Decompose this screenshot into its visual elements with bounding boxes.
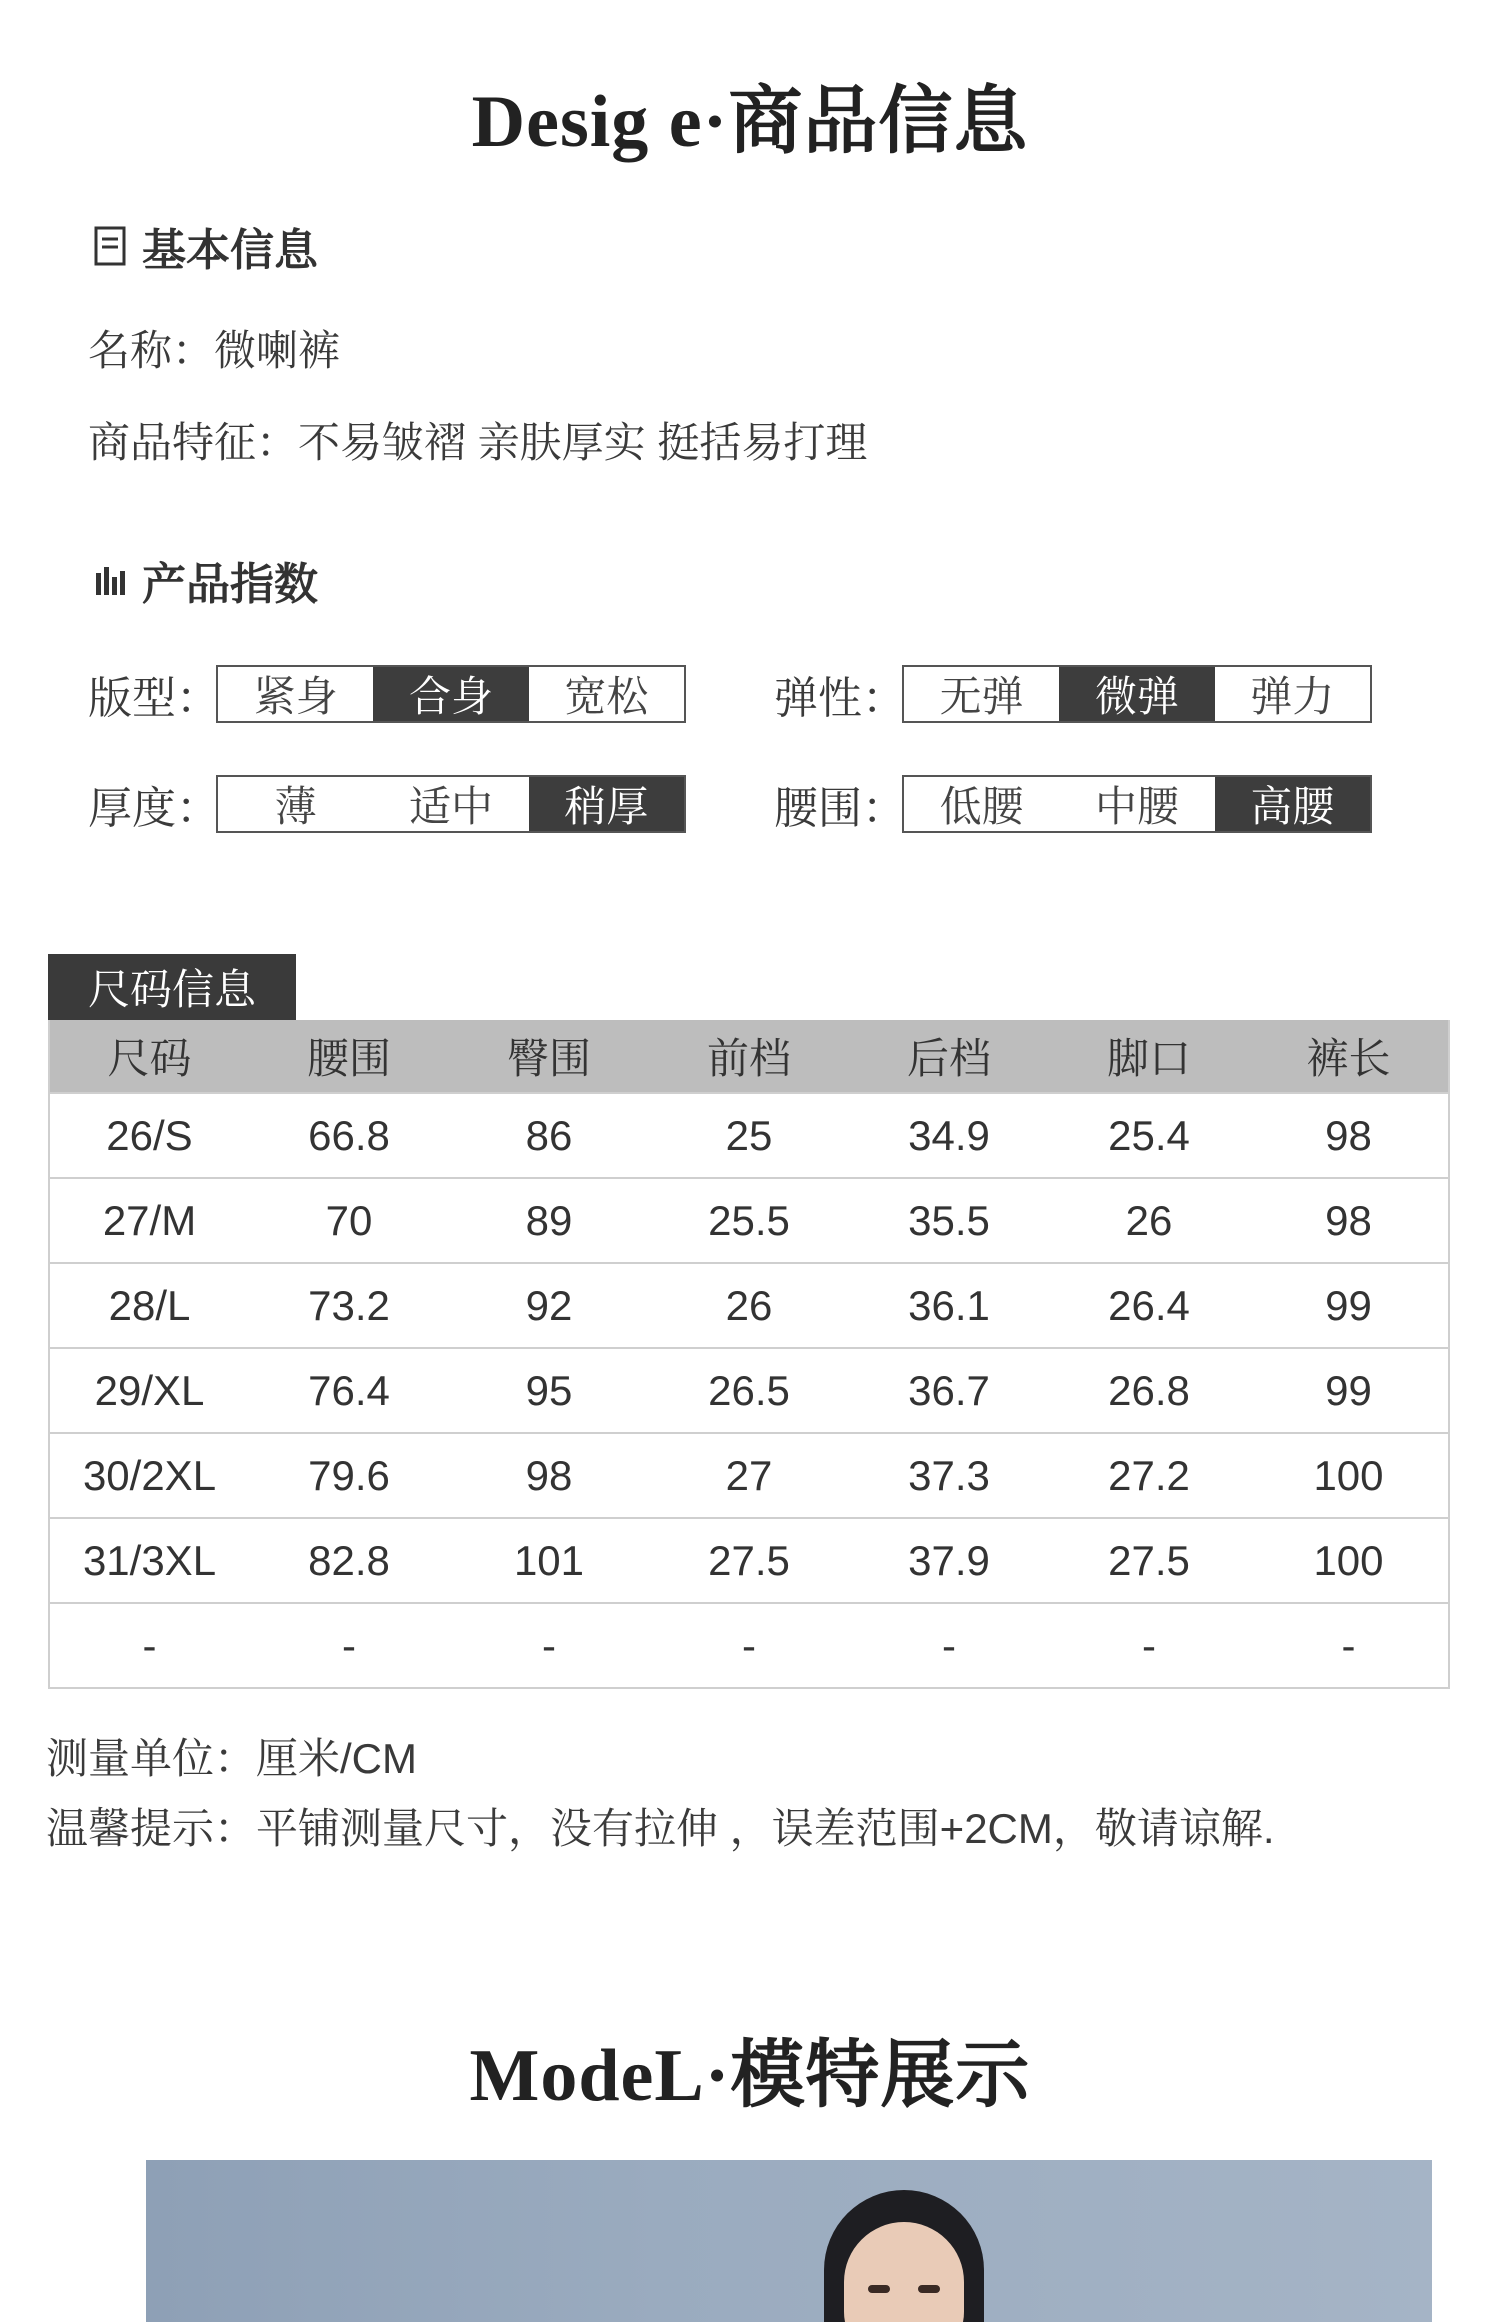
elasticity-option: 无弹	[939, 673, 1024, 720]
thickness-option: 适中	[408, 783, 493, 830]
model-section-title: ModeL·模特展示	[469, 2035, 1031, 2117]
product-index-heading	[90, 548, 318, 612]
table-cell: 99	[1249, 1348, 1449, 1433]
thickness-label: 厚度：	[88, 784, 220, 833]
table-cell: 98	[449, 1433, 649, 1518]
waist-option: 低腰	[939, 783, 1024, 830]
size-column-header: 裤长	[1249, 1020, 1449, 1093]
table-cell: 27.5	[1049, 1518, 1249, 1603]
table-cell: 25	[649, 1093, 849, 1178]
table-cell: 25.5	[649, 1178, 849, 1263]
table-row	[49, 1348, 1449, 1433]
size-info-tab: 尺码信息	[48, 954, 296, 1020]
thickness-scale	[216, 775, 686, 833]
table-cell: 35.5	[849, 1178, 1049, 1263]
table-row	[49, 1518, 1449, 1603]
table-cell: -	[249, 1603, 449, 1688]
elasticity-option: 弹力	[1250, 673, 1335, 720]
table-cell: 95	[449, 1348, 649, 1433]
model-photo	[146, 2160, 1432, 2322]
table-cell: 66.8	[249, 1093, 449, 1178]
table-cell: 82.8	[249, 1518, 449, 1603]
page-title: Desig e·商品信息	[471, 81, 1029, 163]
table-cell: 100	[1249, 1518, 1449, 1603]
table-cell: -	[449, 1603, 649, 1688]
table-cell: 28/L	[49, 1263, 249, 1348]
table-cell: 34.9	[849, 1093, 1049, 1178]
table-cell: 26	[649, 1263, 849, 1348]
table-cell: 30/2XL	[49, 1433, 249, 1518]
table-cell: 27	[649, 1433, 849, 1518]
unit-note: 测量单位：厘米/CM	[46, 1735, 417, 1782]
table-cell: 98	[1249, 1093, 1449, 1178]
table-cell: 29/XL	[49, 1348, 249, 1433]
fit-label: 版型：	[88, 674, 220, 723]
table-cell: 37.9	[849, 1518, 1049, 1603]
bar-chart-icon	[90, 559, 132, 601]
table-cell: 36.7	[849, 1348, 1049, 1433]
table-cell: 26	[1049, 1178, 1249, 1263]
basic-info-heading	[90, 214, 318, 278]
table-cell: 89	[449, 1178, 649, 1263]
waist-label: 腰围：	[774, 784, 906, 833]
model-eye	[868, 2285, 890, 2293]
table-cell: -	[1249, 1603, 1449, 1688]
table-cell: 31/3XL	[49, 1518, 249, 1603]
elasticity-option: 微弹	[1059, 667, 1214, 721]
table-cell: 101	[449, 1518, 649, 1603]
table-cell: 26.4	[1049, 1263, 1249, 1348]
table-cell: 79.6	[249, 1433, 449, 1518]
table-cell: -	[49, 1603, 249, 1688]
table-cell: 26.8	[1049, 1348, 1249, 1433]
product-name: 名称：微喇裤	[88, 327, 341, 374]
table-row	[49, 1603, 1449, 1688]
table-cell: 99	[1249, 1263, 1449, 1348]
table-cell: -	[849, 1603, 1049, 1688]
table-cell: 92	[449, 1263, 649, 1348]
table-cell: 70	[249, 1178, 449, 1263]
basic-info-heading-text: 基本信息	[142, 226, 318, 275]
table-cell: 27/M	[49, 1178, 249, 1263]
table-cell: 27.2	[1049, 1433, 1249, 1518]
product-index-heading-text: 产品指数	[142, 560, 318, 609]
waist-option: 高腰	[1215, 777, 1370, 831]
table-cell: 26.5	[649, 1348, 849, 1433]
fit-option: 合身	[373, 667, 528, 721]
fit-option: 紧身	[253, 673, 338, 720]
waist-option: 中腰	[1094, 783, 1179, 830]
table-row	[49, 1093, 1449, 1178]
size-column-header: 腰围	[249, 1020, 449, 1093]
table-row	[49, 1433, 1449, 1518]
table-cell: 86	[449, 1093, 649, 1178]
waist-scale	[902, 775, 1372, 833]
table-cell: 36.1	[849, 1263, 1049, 1348]
table-cell: 73.2	[249, 1263, 449, 1348]
thickness-option: 薄	[274, 783, 317, 830]
size-column-header: 尺码	[49, 1020, 249, 1093]
size-table-body	[49, 1093, 1449, 1688]
table-row	[49, 1263, 1449, 1348]
model-eye	[918, 2285, 940, 2293]
table-cell: 37.3	[849, 1433, 1049, 1518]
fit-scale	[216, 665, 686, 723]
table-cell: 26/S	[49, 1093, 249, 1178]
size-column-header: 前档	[649, 1020, 849, 1093]
tip-note: 温馨提示：平铺测量尺寸，没有拉伸 ，误差范围+2CM，敬请谅解.	[46, 1805, 1275, 1852]
table-cell: -	[1049, 1603, 1249, 1688]
table-row	[49, 1178, 1449, 1263]
table-cell: 100	[1249, 1433, 1449, 1518]
size-column-header: 臀围	[449, 1020, 649, 1093]
size-column-header: 脚口	[1049, 1020, 1249, 1093]
table-cell: 25.4	[1049, 1093, 1249, 1178]
document-icon	[90, 225, 132, 267]
size-table	[48, 1020, 1450, 1689]
elasticity-label: 弹性：	[774, 674, 906, 723]
size-column-header: 后档	[849, 1020, 1049, 1093]
product-features: 商品特征：不易皱褶 亲肤厚实 挺括易打理	[88, 419, 868, 466]
table-cell: 98	[1249, 1178, 1449, 1263]
thickness-option: 稍厚	[529, 777, 684, 831]
table-cell: 27.5	[649, 1518, 849, 1603]
table-cell: -	[649, 1603, 849, 1688]
table-cell: 76.4	[249, 1348, 449, 1433]
elasticity-scale	[902, 665, 1372, 723]
size-table-header-row	[49, 1020, 1449, 1093]
fit-option: 宽松	[564, 673, 649, 720]
